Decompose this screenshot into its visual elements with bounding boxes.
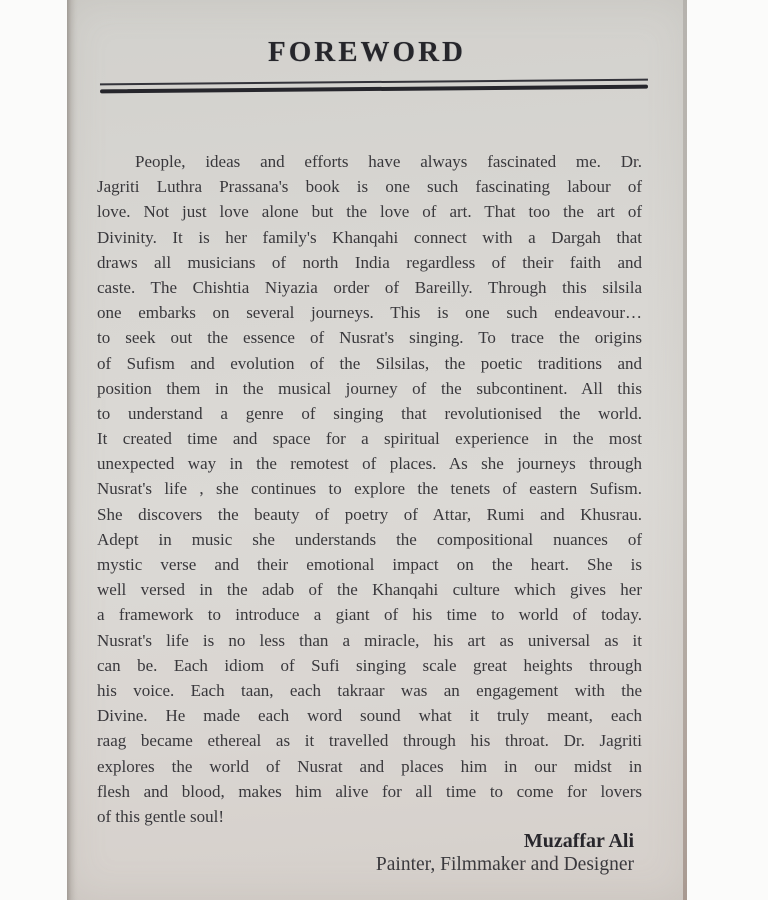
body-line: flesh and blood, makes him alive for all time to come for lovers [97, 781, 642, 801]
body-line: Divine. He made each word sound what it truly meant, each [97, 706, 642, 726]
body-line: love. Not just love alone but the love of art. That too the art of [97, 202, 642, 222]
signature-name: Muzaffar Ali [523, 830, 634, 852]
body-line: Nusrat's life is no less than a miracle, his art as universal as it [97, 630, 642, 650]
body-line: raag became ethereal as it travelled through his throat. Dr. Jagriti [97, 731, 642, 751]
body-line: of Sufism and evolution of the Silsilas, the poetic traditions and [97, 353, 642, 373]
body-line: People, ideas and efforts have always fascinated me. Dr. [135, 152, 642, 171]
body-line: his voice. Each taan, each takraar was an engagement with the [97, 680, 642, 700]
foreword-body [97, 149, 642, 829]
body-line: explores the world of Nusrat and places him in our midst in [97, 756, 642, 776]
body-line: Jagriti Luthra Prassana's book is one such fascinating labour of [97, 177, 642, 197]
title-rule-thick-line [100, 85, 648, 94]
signature-block [97, 829, 642, 877]
body-line: can be. Each idiom of Sufi singing scale great heights through [97, 655, 642, 675]
body-line: She discovers the beauty of poetry of Attar, Rumi and Khusrau. [97, 504, 642, 524]
body-line: It created time and space for a spiritual experience in the most [97, 429, 642, 449]
body-line: to understand a genre of singing that revolutionised the world. [97, 403, 642, 423]
body-line: of this gentle soul! [97, 806, 225, 826]
body-line: to seek out the essence of Nusrat's singing. To trace the origins [97, 328, 642, 348]
body-line: draws all musicians of north India regardless of their faith and [97, 252, 642, 272]
body-line: mystic verse and their emotional impact on the heart. She is [97, 555, 642, 574]
signature-role: Painter, Filmmaker and Designer [375, 854, 634, 875]
body-line: one embarks on several journeys. This is one such endeavour… [97, 303, 642, 323]
body-line: unexpected way in the remotest of places. As she journeys through [97, 454, 642, 474]
book-page [67, 0, 687, 900]
body-line: well versed in the adab of the Khanqahi culture which gives her [97, 580, 642, 600]
body-line: position them in the musical journey of the subcontinent. All this [97, 378, 642, 398]
body-line: Divinity. It is her family's Khanqahi connect with a Dargah that [97, 227, 642, 247]
body-line: Nusrat's life , she continues to explore the tenets of eastern Sufism. [97, 479, 642, 499]
body-line: a framework to introduce a giant of his time to world of today. [97, 605, 642, 625]
body-line: caste. The Chishtia Niyazia order of Bareilly. Through this silsila [97, 277, 642, 297]
title-rule [100, 79, 648, 94]
page-title: FOREWORD [268, 36, 466, 68]
body-line: Adept in music she understands the compositional nuances of [97, 529, 642, 549]
